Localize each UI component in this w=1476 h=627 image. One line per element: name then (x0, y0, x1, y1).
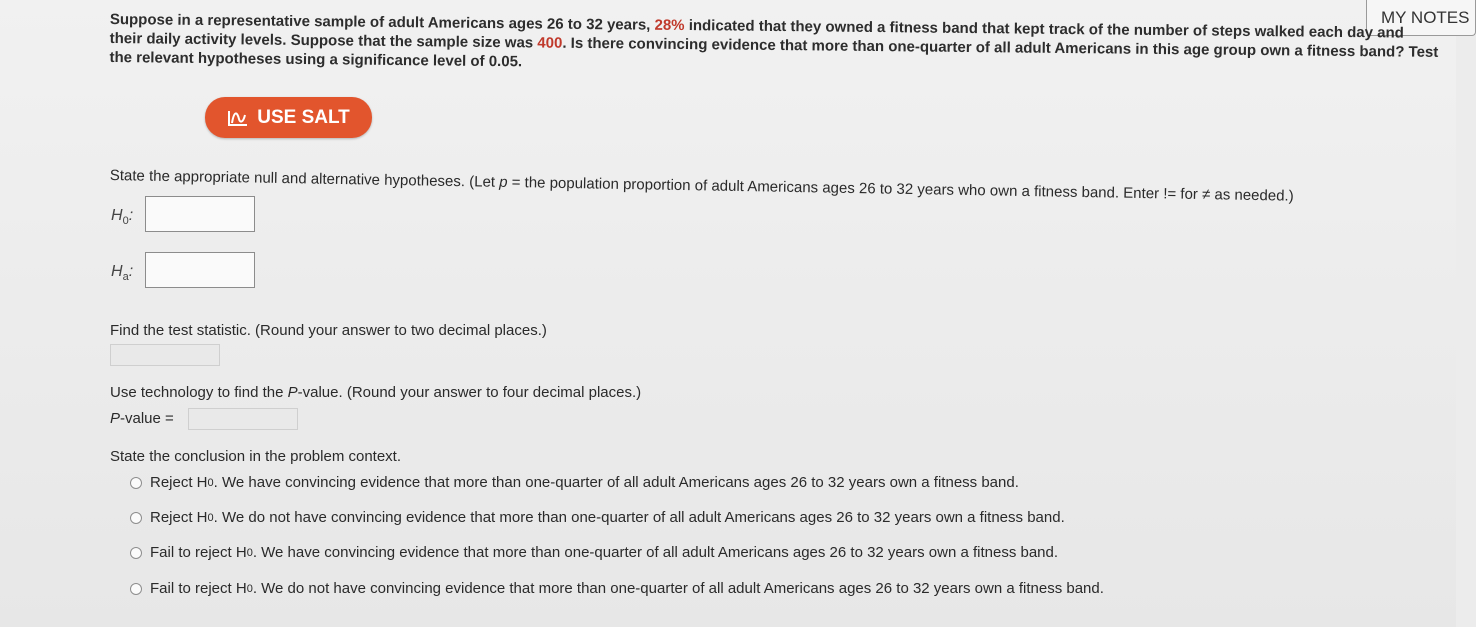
p-value-prompt-b: -value. (Round your answer to four decimal places.) (297, 384, 642, 401)
h0-subscript: 0 (122, 215, 129, 228)
question-part-3: . Is there convincing evidence that more than one-quarter of all adult Americans in this age group own a fitness band? Test the relevant hypotheses using a significance level of 0.05. (109, 34, 1439, 71)
ha-subscript: a (122, 271, 129, 284)
conclusion-option-3[interactable] (130, 544, 1058, 561)
ha-letter: H (111, 263, 123, 280)
p-value-label (110, 410, 174, 427)
option-subscript: 0 (246, 546, 253, 559)
p-value-prompt (110, 383, 641, 402)
question-percent: 28% (654, 16, 685, 35)
option-lead: Reject H (150, 474, 208, 491)
p-value-label-var: P (110, 410, 121, 427)
question-sample-size: 400 (537, 34, 563, 52)
hypotheses-instruction-a: State the appropriate null and alternative hypotheses. (Let (109, 166, 500, 191)
conclusion-option-1[interactable] (130, 474, 1019, 491)
conclusion-option-2[interactable] (130, 509, 1065, 526)
h0-input[interactable] (145, 196, 255, 232)
option-lead: Fail to reject H (150, 580, 247, 597)
radio-button[interactable] (130, 477, 142, 489)
ha-input[interactable] (145, 252, 255, 288)
conclusion-prompt: State the conclusion in the problem context. (110, 448, 402, 465)
question-part-2: indicated that they owned a fitness band that kept track of the number of steps walked each day and their daily activity levels. Suppose that the sample size was (109, 17, 1404, 52)
hypotheses-instruction-b: = the population proportion of adult Americans ages 26 to 32 years who own a fitness band. Enter != for ≠ as needed.) (507, 173, 1294, 205)
use-salt-button[interactable] (205, 97, 372, 138)
test-statistic-input[interactable] (110, 344, 220, 366)
hypotheses-instruction (110, 166, 1294, 206)
option-subscript: 0 (207, 476, 214, 489)
option-lead: Fail to reject H (150, 544, 247, 561)
h0-letter: H (111, 207, 123, 224)
radio-button[interactable] (130, 547, 142, 559)
option-lead: Reject H (150, 509, 208, 526)
radio-button[interactable] (130, 512, 142, 524)
option-subscript: 0 (246, 582, 253, 595)
question-part-1: Suppose in a representative sample of adult Americans ages 26 to 32 years, (109, 10, 655, 34)
test-statistic-prompt: Find the test statistic. (Round your answer to two decimal places.) (110, 322, 547, 339)
p-value-prompt-var: P (287, 384, 298, 401)
conclusion-option-4[interactable] (130, 580, 1104, 597)
p-value-prompt-a: Use technology to find the (110, 384, 288, 401)
option-subscript: 0 (207, 511, 214, 524)
question-text (109, 10, 1440, 81)
p-value-input[interactable] (188, 408, 298, 430)
ha-label: $H_a$: (111, 263, 134, 284)
hypotheses-variable: p (499, 173, 508, 191)
use-salt-label: USE SALT (257, 106, 350, 128)
salt-chart-icon (227, 109, 249, 127)
h0-label: $H_0$: (111, 207, 134, 228)
p-value-label-rest: -value = (120, 410, 174, 427)
option-text: . We do not have convincing evidence that more than one-quarter of all adult Americans ages 26 to 32 years own a fitness band. (213, 509, 1065, 526)
option-text: . We have convincing evidence that more than one-quarter of all adult Americans ages 26 to 32 years own a fitness band. (213, 474, 1019, 491)
radio-button[interactable] (130, 583, 142, 595)
my-notes-button[interactable]: MY NOTES (1366, 0, 1476, 36)
option-text: . We have convincing evidence that more than one-quarter of all adult Americans ages 26 to 32 years own a fitness band. (252, 544, 1059, 561)
option-text: . We do not have convincing evidence that more than one-quarter of all adult Americans ages 26 to 32 years own a fitness band. (252, 580, 1104, 597)
